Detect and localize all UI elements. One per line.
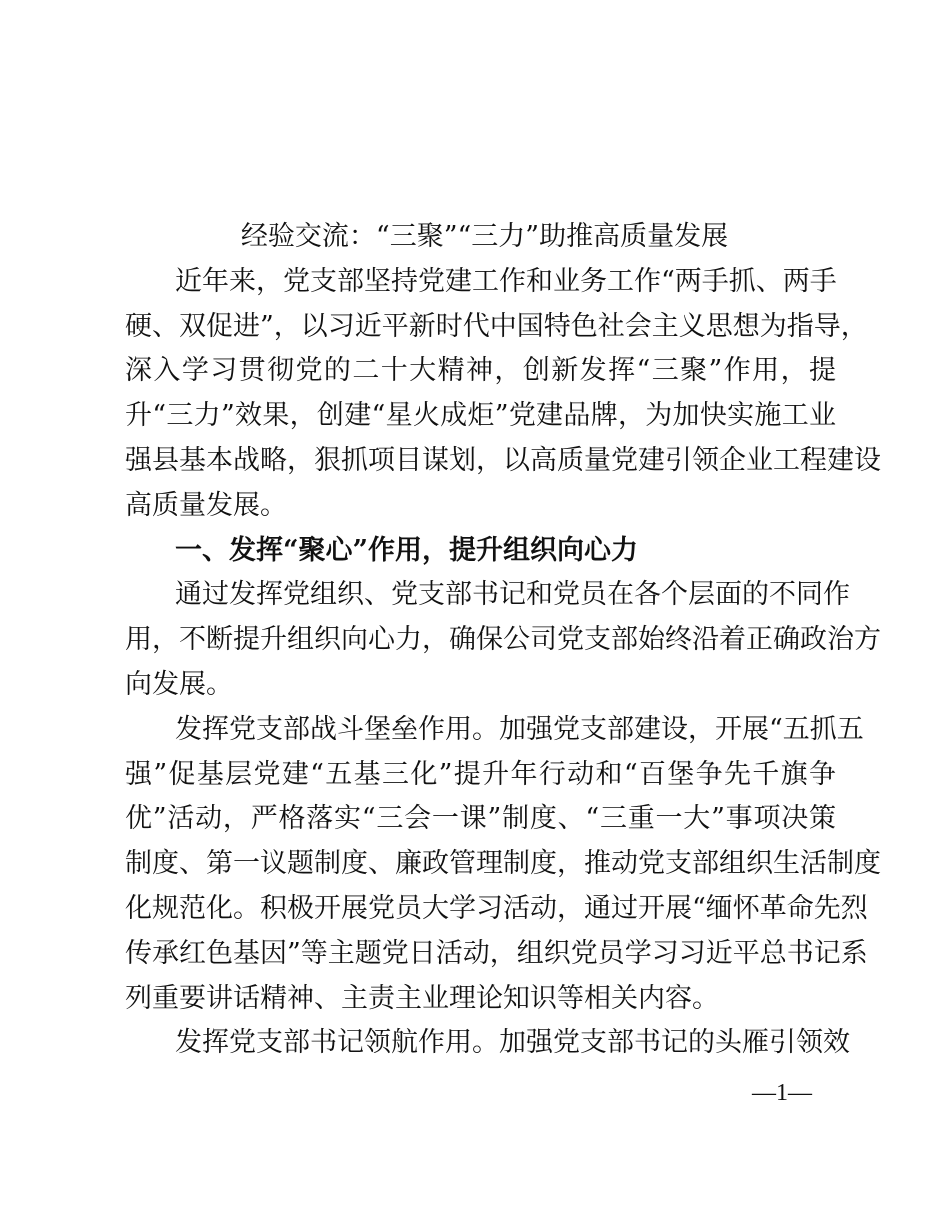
text-line: 高质量发展。 — [125, 489, 287, 521]
text-line: 强县基本战略，狠抓项目谋划，以高质量党建引领企业工程建设 — [125, 444, 881, 476]
text-line: 硬、双促进”，以习近平新时代中国特色社会主义思想为指导， — [125, 310, 868, 342]
text-line: 通过发挥党组织、党支部书记和党员在各个层面的不同作 — [175, 579, 850, 611]
text-line: 发挥党支部书记领航作用。加强党支部书记的头雁引领效 — [175, 1027, 850, 1059]
text-line: 传承红色基因”等主题党日活动，组织党员学习习近平总书记系 — [125, 937, 868, 969]
paragraph-fortress — [125, 708, 881, 1022]
text-line: 近年来，党支部坚持党建工作和业务工作“两手抓、两手 — [175, 265, 837, 297]
text-line: 发挥党支部战斗堡垒作用。加强党支部建设，开展“五抓五 — [175, 713, 864, 745]
page-number: —1— — [752, 1080, 812, 1106]
text-line: 列重要讲话精神、主责主业理论知识等相关内容。 — [125, 982, 719, 1014]
text-line: 化规范化。积极开展党员大学习活动，通过开展“缅怀革命先烈 — [125, 892, 868, 924]
text-line: 升“三力”效果，创建“星火成炬”党建品牌，为加快实施工业 — [125, 400, 836, 432]
text-line: 强”促基层党建“五基三化”提升年行动和“百堡争先千旗争 — [125, 758, 836, 790]
text-line: 制度、第一议题制度、廉政管理制度，推动党支部组织生活制度 — [125, 848, 881, 880]
text-line: 深入学习贯彻党的二十大精神，创新发挥“三聚”作用，提 — [125, 355, 836, 387]
paragraph-secretary — [125, 1021, 850, 1066]
document-title: 经验交流：“三聚”“三力”助推高质量发展 — [240, 221, 729, 252]
text-line: 向发展。 — [125, 668, 233, 700]
document-body — [125, 215, 881, 1066]
section-heading: 一、发挥“聚心”作用，提升组织向心力 — [175, 534, 639, 566]
text-line: 用，不断提升组织向心力，确保公司党支部始终沿着正确政治方 — [125, 624, 881, 656]
text-line: 优”活动，严格落实“三会一课”制度、“三重一大”事项决策 — [125, 803, 836, 835]
paragraph-section-intro — [125, 573, 881, 707]
paragraph-intro — [125, 260, 881, 529]
